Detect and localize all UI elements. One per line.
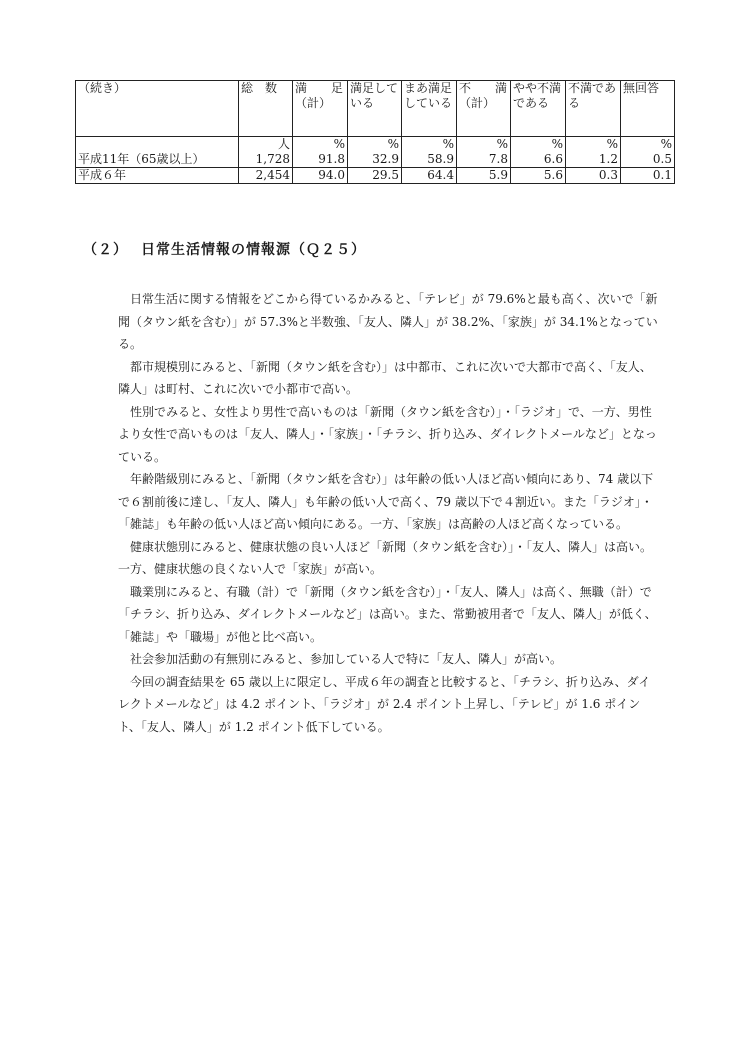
- paragraph: 健康状態別にみると、健康状態の良い人ほど「新聞（タウン紙を含む）」・「友人、隣人」は高い。一方、健康状態の良くない人で「家族」が高い。: [118, 539, 653, 576]
- unit-cell: 人: [239, 137, 293, 153]
- header-cell: 不 満（計）: [457, 81, 511, 137]
- table-cell: 2,454: [239, 168, 293, 184]
- table-cell: 94.0: [293, 168, 348, 184]
- header-cell: 不満である: [566, 81, 621, 137]
- paragraph: 都市規模別にみると、「新聞（タウン紙を含む）」は中都市、これに次いで大都市で高く、「友人、隣人」は町村、これに次いで小都市で高い。: [118, 359, 652, 396]
- header-cell: まあ満足している: [402, 81, 457, 137]
- section-heading: [83, 239, 366, 259]
- table-cell: 64.4: [402, 168, 457, 184]
- paragraph: 職業別にみると、有職（計）で「新聞（タウン紙を含む）」・「友人、隣人」は高く、無職（計）で「チラシ、折り込み、ダイレクトメールなど」は高い。また、常勤被用者で「友人、隣人」が低く、「雑誌」や「職場」が他と比べ高い。: [118, 584, 657, 644]
- table-cell: 0.3: [566, 168, 621, 184]
- paragraph: 今回の調査結果を 65 歳以上に限定し、平成６年の調査と比較すると、「チラシ、折り込み、ダイレクトメールなど」は 4.2 ポイント、「ラジオ」が 2.4 ポイント上昇し、「テレビ」が 1.6 ポイント、「友人、隣人」が 1.2 ポイント低下している。: [118, 674, 651, 734]
- paragraph: 社会参加活動の有無別にみると、参加している人で特に「友人、隣人」が高い。: [130, 652, 563, 666]
- paragraph: 年齢階級別にみると、「新聞（タウン紙を含む）」は年齢の低い人ほど高い傾向にあり、74 歳以下で６割前後に達し、「友人、隣人」も年齢の低い人で高く、79 歳以下で４割近い。また「ラジオ」・「雑誌」も年齢の低い人ほど高い傾向にある。一方、「家族」は高齢の人ほど高くなっている。: [118, 472, 654, 531]
- paragraph: 日常生活に関する情報をどこから得ているかみると、「テレビ」が 79.6%と最も高く、次いで「新聞（タウン紙を含む）」が 57.3%と半数強、「友人、隣人」が 38.2%、「家族」が 34.1%となっている。: [118, 292, 658, 351]
- unit-cell: %: [511, 137, 566, 153]
- unit-cell: %: [348, 137, 402, 153]
- row-label: 平成６年: [76, 168, 239, 184]
- table-cell: 7.8: [457, 152, 511, 168]
- section-title: 日常生活情報の情報源（Ｑ２５）: [141, 242, 366, 258]
- header-cell: 満 足（計）: [293, 81, 348, 137]
- header-cell: やや不満である: [511, 81, 566, 137]
- table-row: [76, 168, 675, 184]
- header-cell: 満足している: [348, 81, 402, 137]
- unit-cell: [76, 137, 239, 153]
- row-label: 平成11年（65歳以上）: [76, 152, 239, 168]
- table-cell: 5.6: [511, 168, 566, 184]
- table-unit-row: [76, 137, 675, 153]
- header-cell: 無回答: [621, 81, 675, 137]
- paragraph: 性別でみると、女性より男性で高いものは「新聞（タウン紙を含む）」・「ラジオ」で、一方、男性より女性で高いものは「友人、隣人」・「家族」・「チラシ、折り込み、ダイレクトメールなど」となっている。: [118, 404, 657, 464]
- table-cell: 32.9: [348, 152, 402, 168]
- table-cell: 0.5: [621, 152, 675, 168]
- header-cell: （続き）: [76, 81, 239, 137]
- satisfaction-table: [75, 80, 675, 184]
- table-cell: 6.6: [511, 152, 566, 168]
- unit-cell: %: [621, 137, 675, 153]
- table-cell: 58.9: [402, 152, 457, 168]
- table-cell: 1,728: [239, 152, 293, 168]
- table-cell: 1.2: [566, 152, 621, 168]
- unit-cell: %: [457, 137, 511, 153]
- table-cell: 91.8: [293, 152, 348, 168]
- table-cell: 29.5: [348, 168, 402, 184]
- unit-cell: %: [402, 137, 457, 153]
- body-text: [118, 288, 658, 738]
- table-cell: 5.9: [457, 168, 511, 184]
- table-row: [76, 152, 675, 168]
- unit-cell: %: [566, 137, 621, 153]
- table-header-row: [76, 81, 675, 137]
- unit-cell: %: [293, 137, 348, 153]
- table-cell: 0.1: [621, 168, 675, 184]
- header-cell: 総 数: [239, 81, 293, 137]
- section-number: （２）: [83, 242, 128, 258]
